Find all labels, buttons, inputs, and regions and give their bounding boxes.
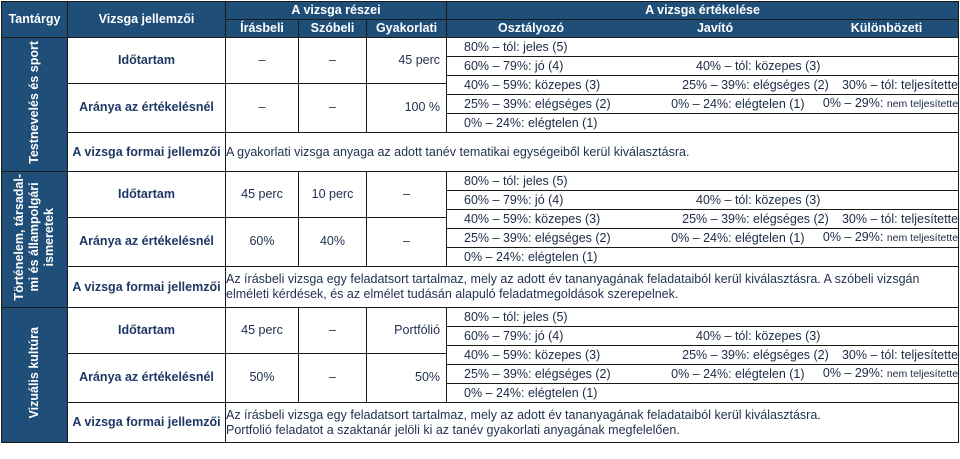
grade-line: 60% – 79%: jó (4) <box>464 58 564 73</box>
subject-tortenelem <box>2 172 68 308</box>
s1-aranya-irasbeli: – <box>226 83 299 132</box>
s1-aranya-gyakorlati: 100 % <box>367 83 447 132</box>
grade-line: nem teljesítette <box>886 232 959 244</box>
grade-line: 40% – 59%: közepes (3) <box>464 347 601 362</box>
subject-name: Testnevelés és sport <box>27 41 41 164</box>
s3-aranya-szobeli: – <box>299 353 367 402</box>
label-formai: A vizsga formai jellemzői <box>68 133 226 172</box>
header-javito: Javító <box>696 21 734 35</box>
header-tantargy: Tantárgy <box>2 2 68 38</box>
grade-line: 40% – tól: közepes (3) <box>696 192 821 207</box>
subject-name: Történelem, társadal- mi és állampolgári ismeretek <box>12 174 56 301</box>
s3-idotartam-irasbeli: 45 perc <box>226 308 299 354</box>
s3-formai: Az írásbeli vizsga egy feladatsort tartalmaz, mely az adott év tananyagának feladataiból kerül kiválasztásra. Portfolió feladatot a szaktanár jelöli ki az tanév gyakorlati anyagának megfelelően. <box>226 403 959 443</box>
grade-line: 80% – tól: jeles (5) <box>464 39 568 54</box>
grade-line: 40% – tól: közepes (3) <box>696 328 821 343</box>
s3-aranya-gyakorlati: 50% <box>367 353 447 402</box>
grade-line: 0% – 29%: <box>822 366 884 380</box>
grade-line: 25% – 39%: elégséges (2) <box>464 96 611 111</box>
grade-line: nem teljesítette <box>886 368 959 380</box>
grade-line: 0% – 24%: elégtelen (1) <box>464 385 598 400</box>
header-szobeli: Szóbeli <box>299 20 367 38</box>
grade-line: 0% – 24%: elégtelen (1) <box>464 249 598 264</box>
subject-name: Vizuális kultúra <box>27 327 41 419</box>
s1-grading <box>447 38 959 133</box>
s2-idotartam-szobeli: 10 perc <box>299 172 367 218</box>
s1-formai: A gyakorlati vizsga anyaga az adott tanév tematikai egységeiből kerül kiválasztásra. <box>226 133 959 172</box>
grade-line: 40% – 59%: közepes (3) <box>464 211 601 226</box>
grade-line: 0% – 24%: elégtelen (1) <box>464 115 598 130</box>
s2-grading <box>447 172 959 267</box>
grade-line: 25% – 39%: elégséges (2) <box>682 77 829 92</box>
label-formai: A vizsga formai jellemzői <box>68 403 226 443</box>
header-irasbeli: Írásbeli <box>226 20 299 38</box>
exam-table <box>1 1 959 443</box>
grade-line: 30% – tól: teljesítette <box>841 211 959 226</box>
header-ertekeles-types <box>447 20 959 38</box>
label-formai: A vizsga formai jellemzői <box>68 267 226 308</box>
grade-line: 80% – tól: jeles (5) <box>464 309 568 324</box>
s1-idotartam-irasbeli: – <box>226 38 299 84</box>
s1-aranya-szobeli: – <box>299 83 367 132</box>
grade-line: 25% – 39%: elégséges (2) <box>682 347 829 362</box>
subject-testneveles <box>2 38 68 172</box>
s3-idotartam-gyakorlati: Portfólió <box>367 308 447 354</box>
grade-line: 30% – tól: teljesítette <box>841 347 959 362</box>
grade-line: 0% – 24%: elégtelen (1) <box>671 366 805 381</box>
header-vizsga-jellemzoi: Vizsga jellemzői <box>68 2 226 38</box>
grade-line: 80% – tól: jeles (5) <box>464 173 568 188</box>
header-osztalyozo: Osztályozó <box>498 21 565 35</box>
s2-aranya-szobeli: 40% <box>299 217 367 266</box>
grade-line: 60% – 79%: jó (4) <box>464 192 564 207</box>
grade-line: 0% – 24%: elégtelen (1) <box>671 96 805 111</box>
grade-line: 40% – 59%: közepes (3) <box>464 77 601 92</box>
s2-aranya-irasbeli: 60% <box>226 217 299 266</box>
grade-line: 60% – 79%: jó (4) <box>464 328 564 343</box>
grade-line: 0% – 24%: elégtelen (1) <box>671 230 805 245</box>
s3-grading <box>447 308 959 403</box>
s2-aranya-gyakorlati: – <box>367 217 447 266</box>
grade-line: 0% – 29%: <box>822 96 884 110</box>
grade-line: 25% – 39%: elégséges (2) <box>464 366 611 381</box>
s2-idotartam-gyakorlati: – <box>367 172 447 218</box>
label-aranya: Aránya az értékelésnél <box>68 83 226 132</box>
header-gyakorlati: Gyakorlati <box>367 20 447 38</box>
label-aranya: Aránya az értékelésnél <box>68 353 226 402</box>
grade-line: 40% – tól: közepes (3) <box>696 58 821 73</box>
subject-vizualis <box>2 308 68 443</box>
s2-idotartam-irasbeli: 45 perc <box>226 172 299 218</box>
label-idotartam: Időtartam <box>68 38 226 84</box>
label-idotartam: Időtartam <box>68 172 226 218</box>
s3-aranya-irasbeli: 50% <box>226 353 299 402</box>
label-idotartam: Időtartam <box>68 308 226 354</box>
header-vizsga-ertekelese: A vizsga értékelése <box>447 2 959 20</box>
s2-formai: Az írásbeli vizsga egy feladatsort tartalmaz, mely az adott év tananyagának feladataiból kerül kiválasztásra. A szóbeli vizsgán elméleti kérdések, és az elmélet tudásán alapuló feladatmegoldások szerepelnek. <box>226 267 959 308</box>
label-aranya: Aránya az értékelésnél <box>68 217 226 266</box>
grade-line: 25% – 39%: elégséges (2) <box>682 211 829 226</box>
s1-idotartam-gyakorlati: 45 perc <box>367 38 447 84</box>
grade-line: 0% – 29%: <box>822 230 884 244</box>
header-vizsga-reszei: A vizsga részei <box>226 2 447 20</box>
s3-idotartam-szobeli: – <box>299 308 367 354</box>
grade-line: 30% – tól: teljesítette <box>841 77 959 92</box>
grade-line: 25% – 39%: elégséges (2) <box>464 230 611 245</box>
s1-idotartam-szobeli: – <box>299 38 367 84</box>
header-kulonbozeti: Különbözeti <box>850 21 923 35</box>
grade-line: nem teljesítette <box>886 98 959 110</box>
